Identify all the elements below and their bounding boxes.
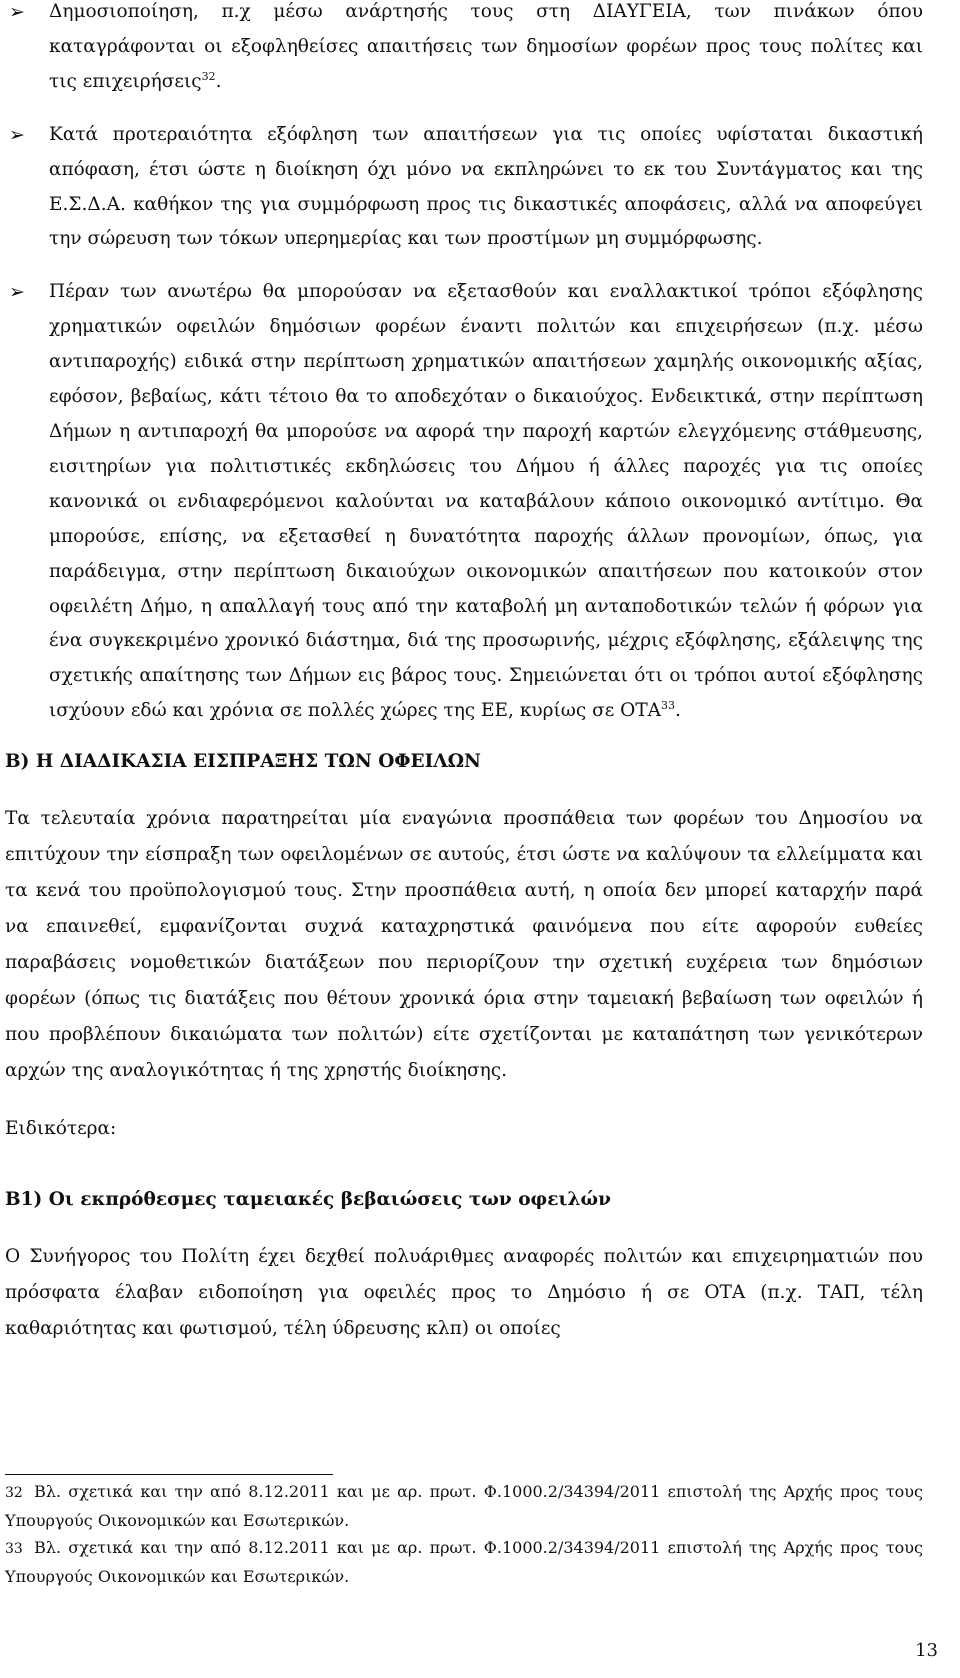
footnote	[5, 1478, 923, 1534]
list-item	[5, 0, 923, 100]
footnote-number: 33	[5, 1541, 23, 1557]
list-item-text: Πέραν των ανωτέρω θα μπορούσαν να εξετασθούν και εναλλακτικοί τρόποι εξόφλησης χρηματικών οφειλών δημόσιων φορέων έναντι πολιτών και επιχειρήσεων (π.χ. μέσω αντιπαροχής) ειδικά στην περίπτωση χρηματικών απαιτήσεων χαμηλής οικονομικής αξίας, εφόσον, βεβαίως, κάτι τέτοιο θα το αποδεχόταν ο δικαιούχος. Ενδεικτικά, στην περίπτωση Δήμων η αντιπαροχή θα μπορούσε να αφορά την παροχή καρτών ελεγχόμενης στάθμευσης, εισιτηρίων για πολιτιστικές εκδηλώσεις του Δήμου ή άλλες παροχές για τις οποίες κανονικά οι ενδιαφερόμενοι καλούνται να καταβάλουν κάποιο οικονομικό αντίτιμο. Θα μπορούσε, επίσης, να εξετασθεί η δυνατότητα παροχής άλλων προνομίων, όπως, για παράδειγμα, στην περίπτωση δικαιούχων οικονομικών απαιτήσεων που κατοικούν στον οφειλέτη Δήμο, η απαλλαγή τους από την καταβολή μη ανταποδοτικών τελών ή φόρων για ένα συγκεκριμένο χρονικό διάστημα, διά της προσωρινής, μέχρις εξόφλησης, εξάλειψης της σχετικής απαίτησης των Δήμων εις βάρος τους. Σημειώνεται ότι οι τρόποι αυτοί εξόφλησης ισχύουν εδώ και χρόνια σε πολλές χώρες της ΕΕ, κυρίως σε ΟΤΑ	[49, 281, 923, 722]
footnotes	[5, 1478, 923, 1590]
list-item-text: Κατά προτεραιότητα εξόφληση των απαιτήσεων για τις οποίες υφίσταται δικαστική απόφαση, έτσι ώστε η διοίκηση όχι μόνο να εκπληρώνει το εκ του Συντάγματος και της Ε.Σ.Δ.Α. καθήκον της για συμμόρφωση προς τις δικαστικές αποφάσεις, αλλά να αποφεύγει την σώρευση των τόκων υπερημερίας και των προστίμων μη συμμόρφωσης.	[49, 123, 923, 250]
page-number: 13	[915, 1640, 938, 1661]
section-paragraph: Τα τελευταία χρόνια παρατηρείται μία εναγώνια προσπάθεια των φορέων του Δημοσίου να επιτύχουν την είσπραξη των οφειλομένων σε αυτούς, έτσι ώστε να καλύψουν τα ελλείμματα και τα κενά του προϋπολογισμού τους. Στην προσπάθεια αυτή, η οποία δεν μπορεί καταρχήν παρά να επαινεθεί, εμφανίζονται συχνά καταχρηστικά φαινόμενα που είτε αφορούν ευθείες παραβάσεις νομοθετικών διατάξεων που περιορίζουν την σχετική ευχέρεια των δημόσιων φορέων (όπως τις διατάξεις που θέτουν χρονικά όρια στην ταμειακή βεβαίωση των οφειλών ή που προβλέπουν δικαιώματα των πολιτών) είτε σχετίζονται με καταπάτηση των γενικότερων αρχών της αναλογικότητας ή της χρηστής διοίκησης.	[5, 808, 923, 1082]
recommendation-list	[5, 0, 923, 729]
footnote-text: Βλ. σχετικά και την από 8.12.2011 και με αρ. πρωτ. Φ.1000.2/34394/2011 επιστολή της Αρχής προς τους Υπουργούς Οικονομικών και Εσωτερικών.	[5, 1538, 923, 1586]
footnote-ref[interactable]: 32	[201, 69, 216, 83]
arrowhead-bullet-icon: ➢	[9, 123, 25, 146]
document-page	[5, 0, 923, 1347]
list-item	[5, 275, 923, 729]
subsection-heading: Β1) Οι εκπρόθεσμες ταμειακές βεβαιώσεις των οφειλών	[5, 1189, 611, 1211]
list-item	[5, 118, 923, 258]
footnote	[5, 1534, 923, 1590]
subsection-paragraph: Ο Συνήγορος του Πολίτη έχει δεχθεί πολυάριθμες αναφορές πολιτών και επιχειρηματιών που πρόσφατα έλαβαν ειδοποίηση για οφειλές προς το Δημόσιο ή σε ΟΤΑ (π.χ. ΤΑΠ, τέλη καθαριότητας και φωτισμού, τέλη ύδρευσης κλπ) οι οποίες	[5, 1246, 923, 1340]
list-item-suffix: .	[215, 70, 222, 92]
section-heading: Β) Η ΔΙΑΔΙΚΑΣΙΑ ΕΙΣΠΡΑΞΗΣ ΤΩΝ ΟΦΕΙΛΩΝ	[5, 751, 481, 773]
list-item-suffix: .	[675, 700, 681, 722]
subsection-intro: Ειδικότερα:	[5, 1118, 117, 1140]
footnote-text: Βλ. σχετικά και την από 8.12.2011 και με αρ. πρωτ. Φ.1000.2/34394/2011 επιστολή της Αρχής προς τους Υπουργούς Οικονομικών και Εσωτερικών.	[5, 1482, 923, 1530]
footnote-ref[interactable]: 33	[661, 699, 676, 713]
arrowhead-bullet-icon: ➢	[9, 281, 25, 304]
footnote-number: 32	[5, 1485, 23, 1501]
list-item-text: Δημοσιοποίηση, π.χ μέσω ανάρτησής τους στη ΔΙΑΥΓΕΙΑ, των πινάκων όπου καταγράφονται οι εξοφληθείσες απαιτήσεις των δημοσίων φορέων προς τους πολίτες και τις επιχειρήσεις	[49, 1, 923, 92]
arrowhead-bullet-icon: ➢	[9, 1, 25, 23]
footnote-divider	[5, 1474, 333, 1475]
